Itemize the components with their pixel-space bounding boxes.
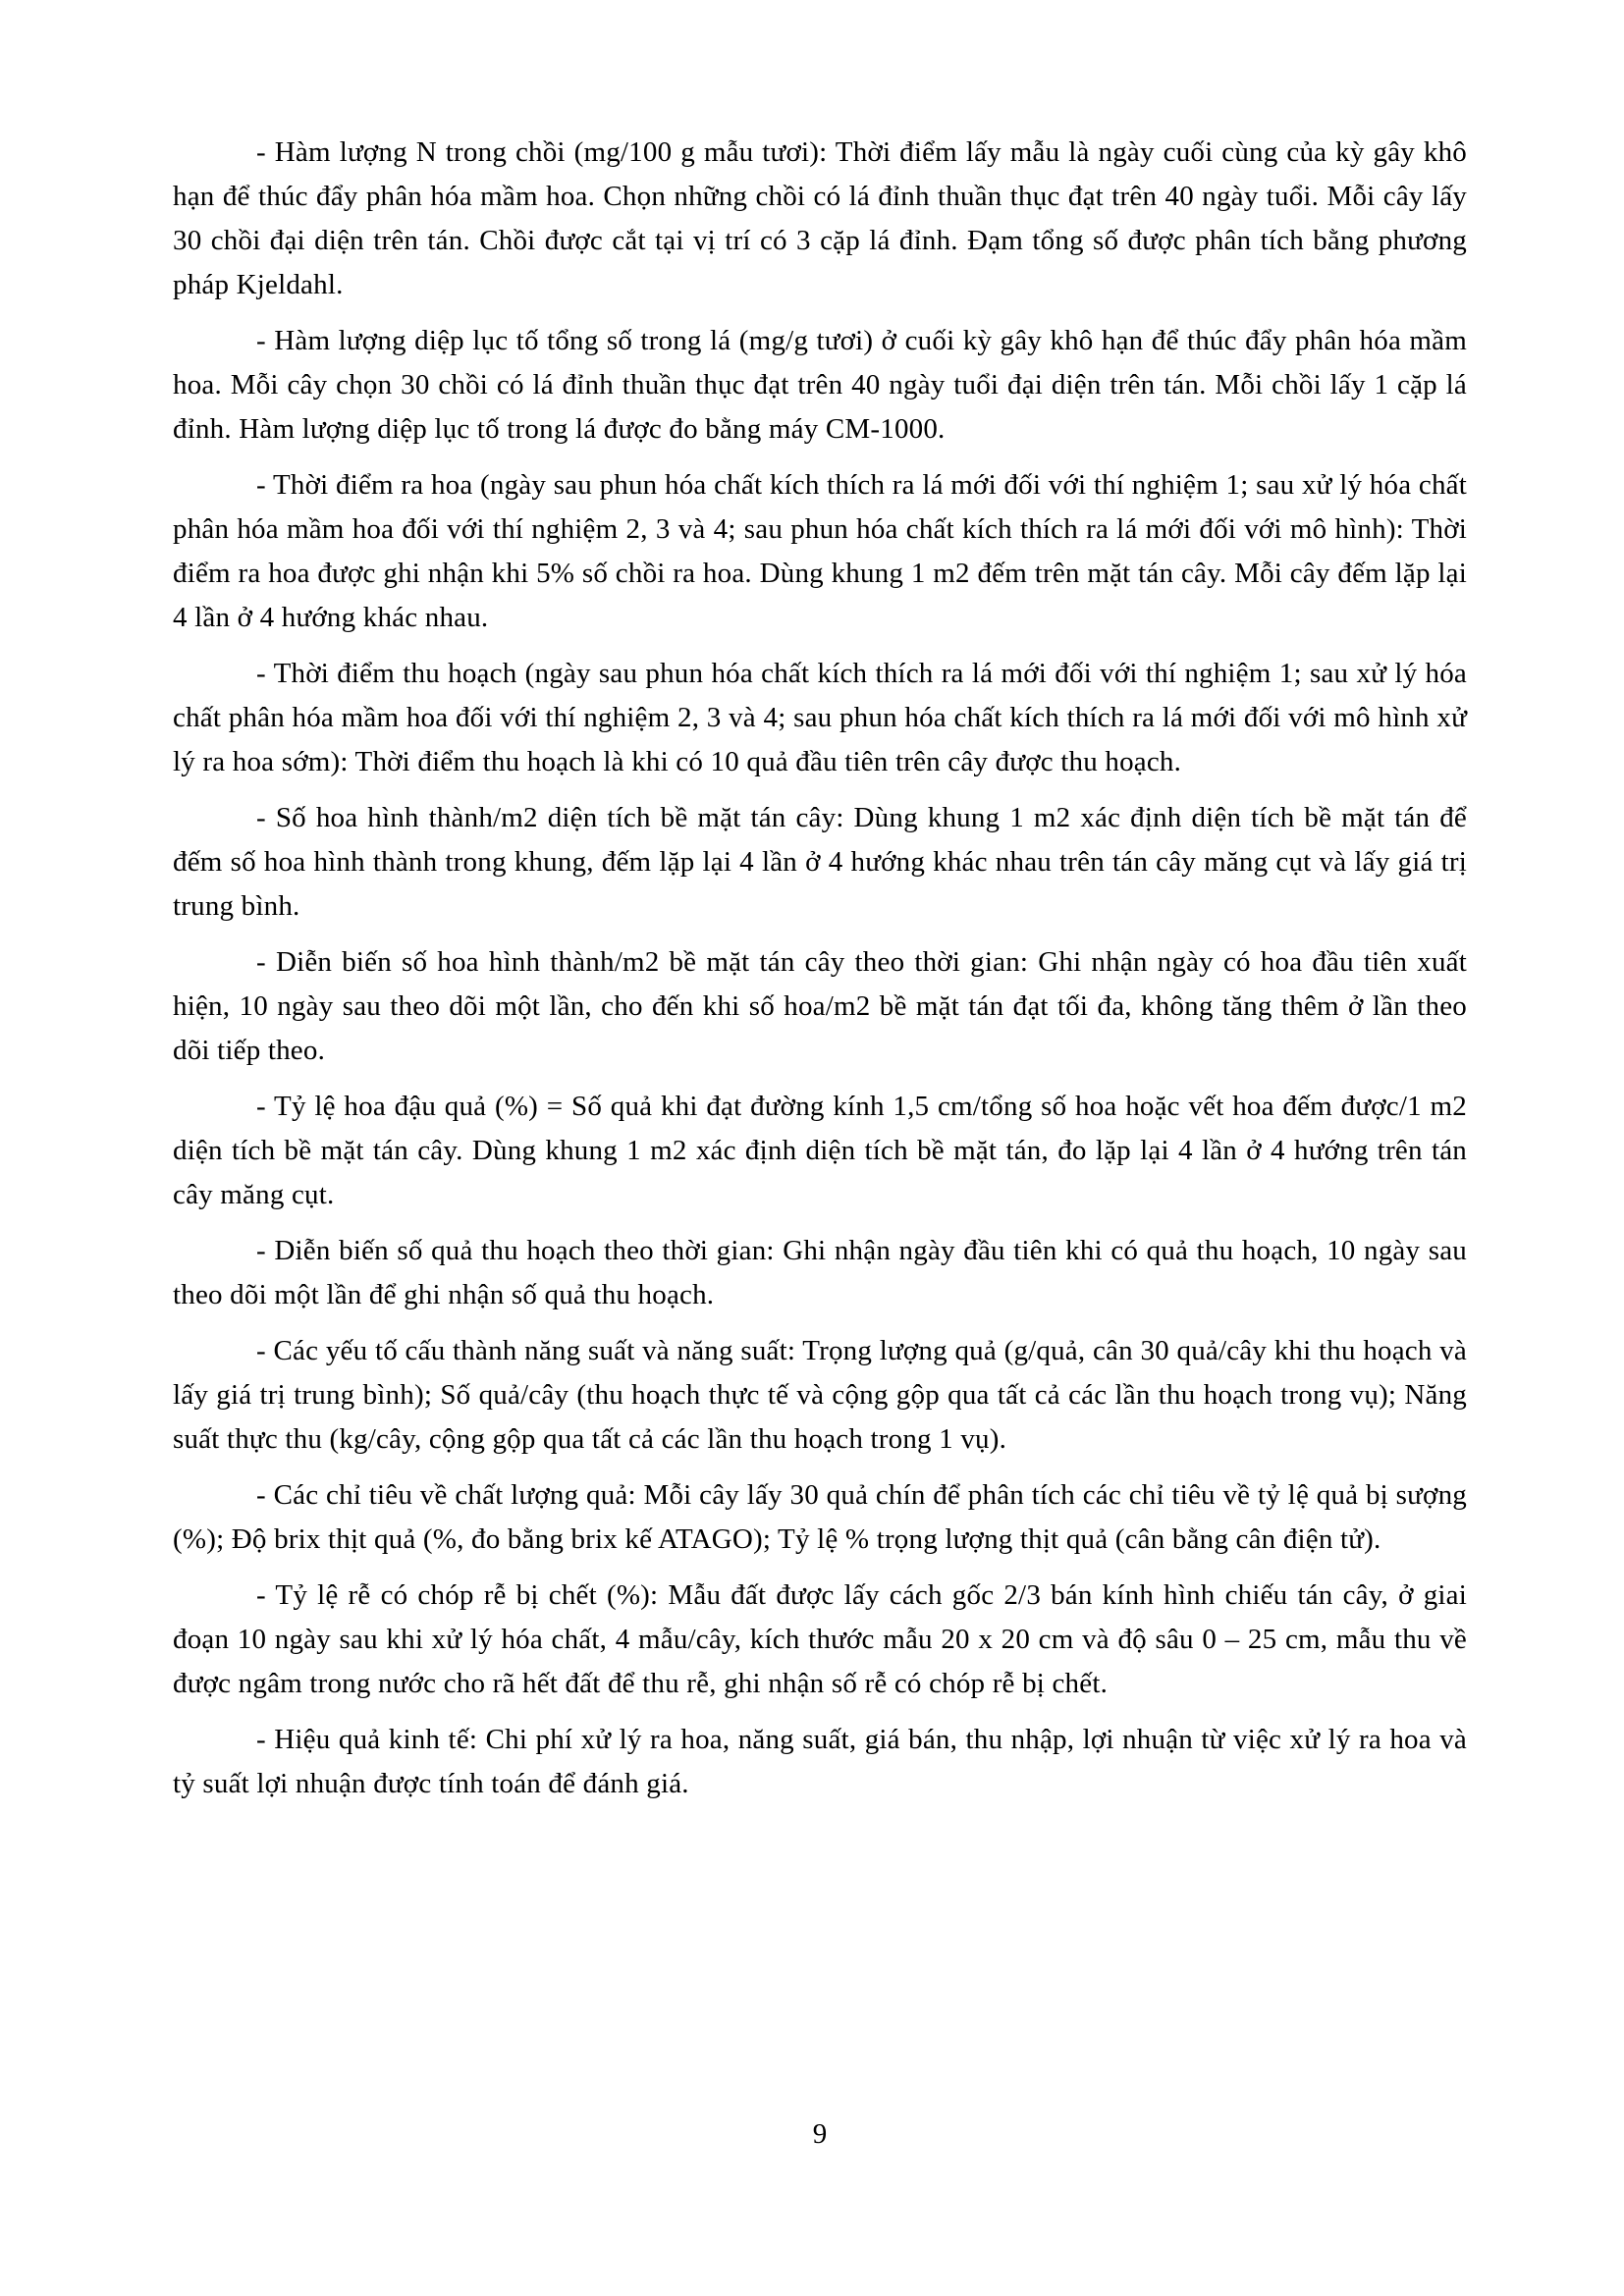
paragraph-flowers-per-m2: - Số hoa hình thành/m2 diện tích bề mặt tán cây: Dùng khung 1 m2 xác định diện tích bề mặt tán để đếm số hoa hình thành trong khung, đếm lặp lại 4 lần ở 4 hướng khác nhau trên tán cây măng cụt và lấy giá trị trung bình. bbox=[173, 802, 1467, 922]
paragraph-flowering-time: - Thời điểm ra hoa (ngày sau phun hóa chất kích thích ra lá mới đối với thí nghiệm 1; sau xử lý hóa chất phân hóa mầm hoa đối với thí nghiệm 2, 3 và 4; sau phun hóa chất kích thích ra lá mới đối với mô hình): Thời điểm ra hoa được ghi nhận khi 5% số chồi ra hoa. Dùng khung 1 m2 đếm trên mặt tán cây. Mỗi cây đếm lặp lại 4 lần ở 4 hướng khác nhau. bbox=[173, 469, 1467, 633]
page-number: 9 bbox=[812, 2118, 828, 2150]
paragraph-n-content-in-shoots: - Hàm lượng N trong chồi (mg/100 g mẫu tươi): Thời điểm lấy mẫu là ngày cuối cùng của kỳ gây khô hạn để thúc đẩy phân hóa mầm hoa. Chọn những chồi có lá đỉnh thuần thục đạt trên 40 ngày tuổi. Mỗi cây lấy 30 chồi đại diện trên tán. Chồi được cắt tại vị trí có 3 cặp lá đỉnh. Đạm tổng số được phân tích bằng phương pháp Kjeldahl. bbox=[173, 136, 1467, 300]
paragraph-harvested-fruit-over-time: - Diễn biến số quả thu hoạch theo thời gian: Ghi nhận ngày đầu tiên khi có quả thu hoạch, 10 ngày sau theo dõi một lần để ghi nhận số quả thu hoạch. bbox=[173, 1235, 1467, 1310]
paragraph-fruit-quality-criteria: - Các chỉ tiêu về chất lượng quả: Mỗi cây lấy 30 quả chín để phân tích các chỉ tiêu về tỷ lệ quả bị sượng (%); Độ brix thịt quả (%, đo bằng brix kế ATAGO); Tỷ lệ % trọng lượng thịt quả (cân bằng cân điện tử). bbox=[173, 1479, 1467, 1555]
paragraph-yield-components: - Các yếu tố cấu thành năng suất và năng suất: Trọng lượng quả (g/quả, cân 30 quả/cây khi thu hoạch và lấy giá trị trung bình); Số quả/cây (thu hoạch thực tế và cộng gộp qua tất cả các lần thu hoạch trong vụ); Năng suất thực thu (kg/cây, cộng gộp qua tất cả các lần thu hoạch trong 1 vụ). bbox=[173, 1335, 1467, 1455]
paragraph-chlorophyll-content: - Hàm lượng diệp lục tố tổng số trong lá (mg/g tươi) ở cuối kỳ gây khô hạn để thúc đẩy phân hóa mầm hoa. Mỗi cây chọn 30 chồi có lá đỉnh thuần thục đạt trên 40 ngày tuổi đại diện trên tán. Mỗi chồi lấy 1 cặp lá đỉnh. Hàm lượng diệp lục tố trong lá được đo bằng máy CM-1000. bbox=[173, 325, 1467, 445]
paragraph-dead-root-tip-ratio: - Tỷ lệ rễ có chóp rễ bị chết (%): Mẫu đất được lấy cách gốc 2/3 bán kính hình chiếu tán cây, ở giai đoạn 10 ngày sau khi xử lý hóa chất, 4 mẫu/cây, kích thước mẫu 20 x 20 cm và độ sâu 0 – 25 cm, mẫu thu về được ngâm trong nước cho rã hết đất để thu rễ, ghi nhận số rễ có chóp rễ bị chết. bbox=[173, 1579, 1467, 1699]
paragraph-flower-formation-over-time: - Diễn biến số hoa hình thành/m2 bề mặt tán cây theo thời gian: Ghi nhận ngày có hoa đầu tiên xuất hiện, 10 ngày sau theo dõi một lần, cho đến khi số hoa/m2 bề mặt tán đạt tối đa, không tăng thêm ở lần theo dõi tiếp theo. bbox=[173, 946, 1467, 1066]
paragraph-harvest-time: - Thời điểm thu hoạch (ngày sau phun hóa chất kích thích ra lá mới đối với thí nghiệm 1; sau xử lý hóa chất phân hóa mầm hoa đối với thí nghiệm 2, 3 và 4; sau phun hóa chất kích thích ra lá mới đối với mô hình xử lý ra hoa sớm): Thời điểm thu hoạch là khi có 10 quả đầu tiên trên cây được thu hoạch. bbox=[173, 658, 1467, 777]
page-footer bbox=[173, 2112, 1467, 2157]
page-body bbox=[173, 131, 1467, 1818]
paragraph-economic-efficiency: - Hiệu quả kinh tế: Chi phí xử lý ra hoa, năng suất, giá bán, thu nhập, lợi nhuận từ việc xử lý ra hoa và tỷ suất lợi nhuận được tính toán để đánh giá. bbox=[173, 1724, 1467, 1799]
paragraph-fruit-set-ratio: - Tỷ lệ hoa đậu quả (%) = Số quả khi đạt đường kính 1,5 cm/tổng số hoa hoặc vết hoa đếm được/1 m2 diện tích bề mặt tán cây. Dùng khung 1 m2 xác định diện tích bề mặt tán, đo lặp lại 4 lần ở 4 hướng trên tán cây măng cụt. bbox=[173, 1091, 1467, 1210]
